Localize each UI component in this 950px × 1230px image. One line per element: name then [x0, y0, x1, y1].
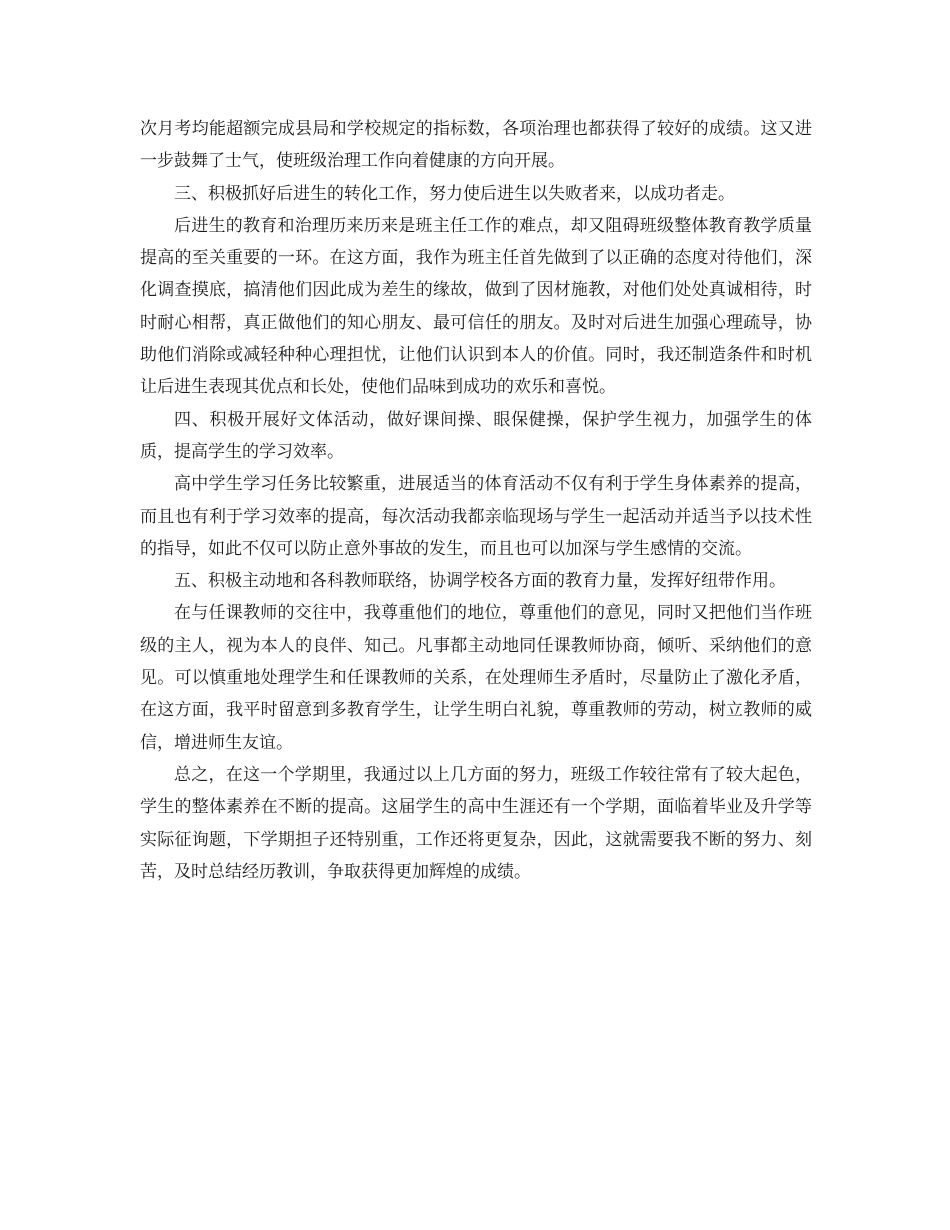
- paragraph: 在与任课教师的交往中，我尊重他们的地位，尊重他们的意见，同时又把他们当作班级的主人，视为本人的良伴、知己。凡事都主动地同任课教师协商，倾听、采纳他们的意见。可以慎重地处理学生和任课教师的关系，在处理师生矛盾时，尽量防止了激化矛盾，在这方面，我平时留意到多教育学生，让学生明白礼貌，尊重教师的劳动，树立教师的威信，增进师生友谊。: [140, 603, 812, 753]
- section-heading-paragraph: 五、积极主动地和各科教师联络，协调学校各方面的教育力量，发挥好纽带作用。: [174, 571, 786, 592]
- section-heading-paragraph: 三、积极抓好后进生的转化工作，努力使后进生以失败者来，以成功者走。: [174, 183, 735, 204]
- paragraph: 高中学生学习任务比较繁重，进展适当的体育活动不仅有利于学生身体素养的提高，而且也有利于学习效率的提高，每次活动我都亲临现场与学生一起活动并适当予以技术性的指导，如此不仅可以防止意外事故的发生，而且也可以加深与学生感情的交流。: [140, 474, 812, 559]
- paragraph: 次月考均能超额完成县局和学校规定的指标数，各项治理也都获得了较好的成绩。这又进一步鼓舞了士气，使班级治理工作向着健康的方向开展。: [140, 119, 812, 172]
- document-body: [140, 113, 812, 888]
- section-heading-paragraph: 四、积极开展好文体活动，做好课间操、眼保健操，保护学生视力，加强学生的体质，提高学生的学习效率。: [140, 409, 812, 462]
- conclusion-paragraph: 总之，在这一个学期里，我通过以上几方面的努力，班级工作较往常有了较大起色，学生的整体素养在不断的提高。这届学生的高中生涯还有一个学期，面临着毕业及升学等实际征询题，下学期担子还特别重，工作还将更复杂，因此，这就需要我不断的努力、刻苦，及时总结经历教训，争取获得更加辉煌的成绩。: [140, 764, 812, 882]
- paragraph: 后进生的教育和治理历来历来是班主任工作的难点，却又阻碍班级整体教育教学质量提高的至关重要的一环。在这方面，我作为班主任首先做到了以正确的态度对待他们，深化调查摸底，搞清他们因此成为差生的缘故，做到了因材施教，对他们处处真诚相待，时时耐心相帮，真正做他们的知心朋友、最可信任的朋友。及时对后进生加强心理疏导，协助他们消除或减轻种种心理担忧，让他们认识到本人的价值。同时，我还制造条件和时机让后进生表现其优点和长处，使他们品味到成功的欢乐和喜悦。: [140, 215, 812, 398]
